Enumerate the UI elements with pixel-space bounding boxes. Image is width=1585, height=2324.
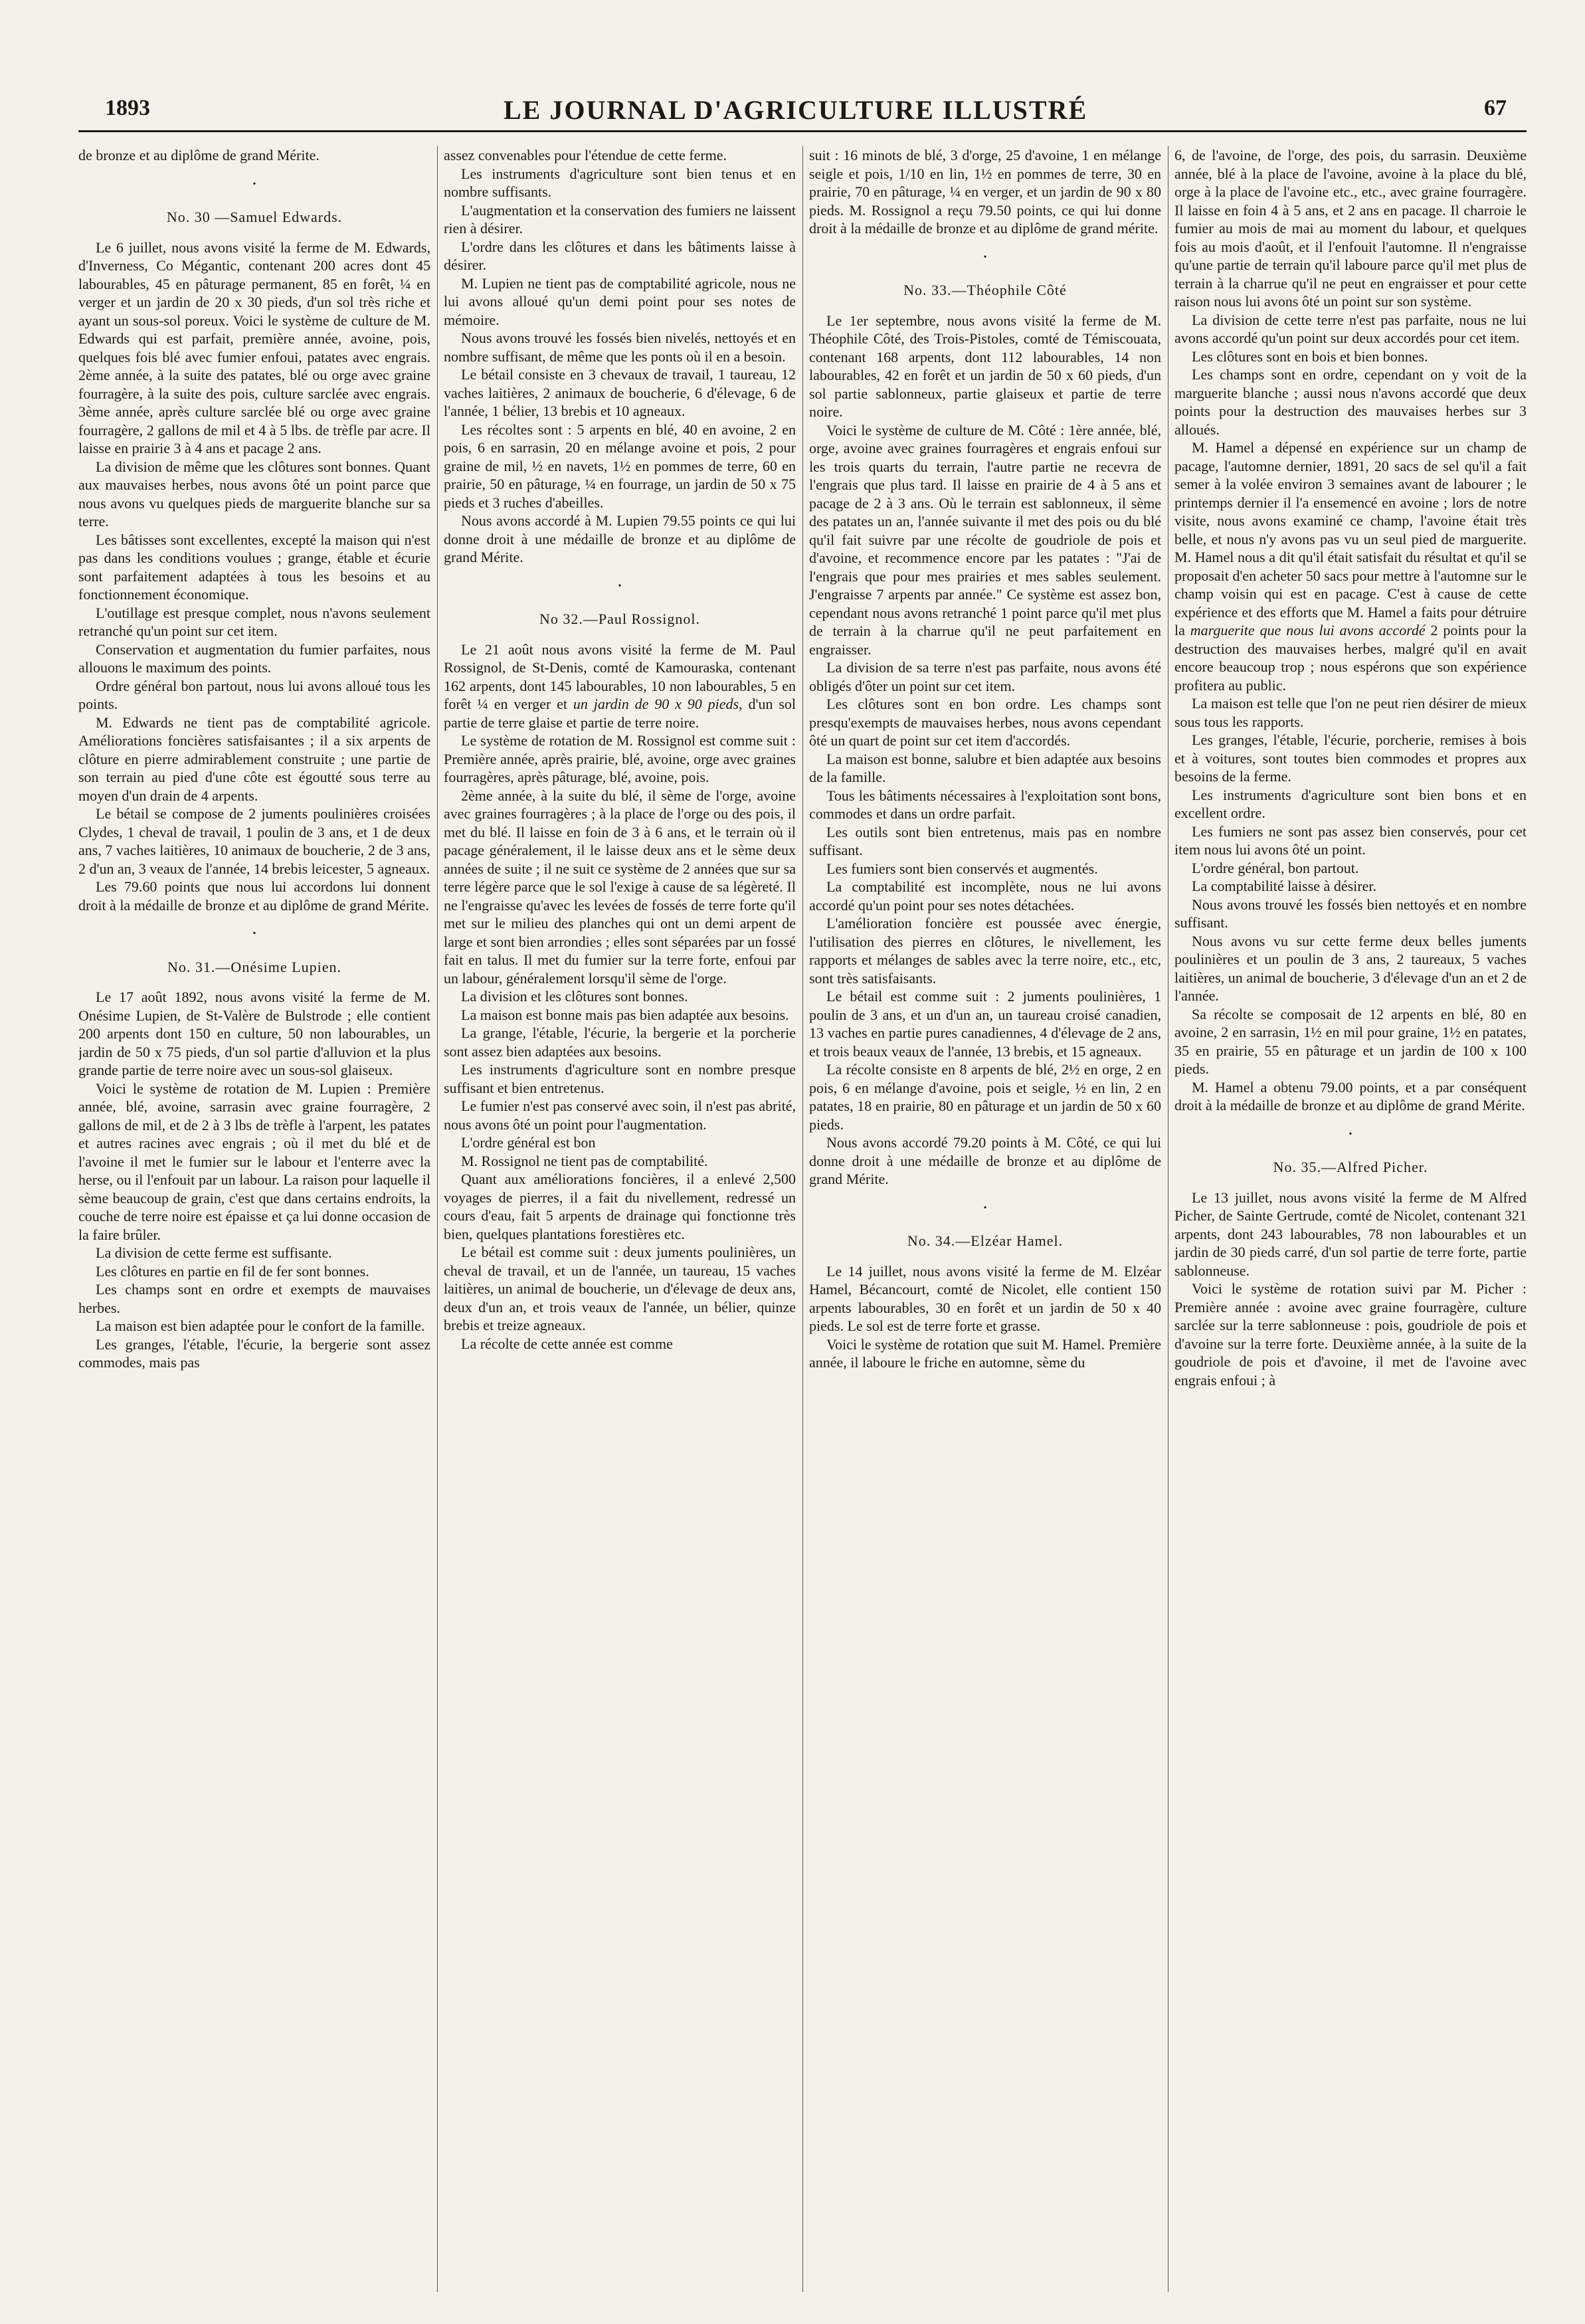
paragraph: Voici le système de rotation de M. Lupien : Première année, blé, avoine, sarrasin avec graine fourragère, 2 gallons de mil, et de 2 à 3 lbs de trèfle à l'arpent, les patates et autres racines avec engrais ; où il met du blé et de l'avoine il met le fumier sur le labour et l'enterre avec la herse, ou il l'enfouit par un labour. La raison pour laquelle il sème beaucoup de grain, c'est que dans certains endroits, la couche de terre noire est épaisse et ça lui donne occasion de la faire brûler.: [78, 1080, 430, 1243]
paragraph: La division de même que les clôtures sont bonnes. Quant aux mauvaises herbes, nous avons ôté un point parce que nous avons vu quelques pieds de marguerite blanche sur sa terre.: [78, 458, 430, 530]
paragraph: L'ordre général, bon partout.: [1192, 859, 1359, 876]
page-header: [78, 86, 1527, 133]
paragraph: La maison est bien adaptée pour le confort de la famille.: [96, 1317, 425, 1334]
paragraph: Les bâtisses sont excellentes, excepté la maison qui n'est pas dans les conditions voulues ; grange, étable et écurie sont parfaitement adaptées à tous les besoins et au fonctionnement économique.: [78, 531, 430, 603]
paragraph: 6, de l'avoine, de l'orge, des pois, du sarrasin. Deuxième année, blé à la place de l'avoine, avoine à la place du blé, orge à la place de l'avoine etc., etc., avec graine fourragère. Il laisse en foin 4 à 5 ans, et 2 ans en pacage. Il charroie le fumier au mois de mai au moment du labour, et quelques fois au mois d'août, et il l'enfouit l'automne. Il n'engraisse qu'une partie de terrain qu'il laboure parce qu'il met plus de terrain à la charrue qu'il ne peut en engraisser et pour cette raison nous lui avons ôté un point sur son système.: [1174, 147, 1527, 310]
paragraph: Le bétail est comme suit : deux juments poulinières, un cheval de travail, et un de l'année, un taureau, 15 vaches laitières, un animal de boucherie, un d'élevage de deux ans, deux d'un an, et trois veaux de l'année, un bélier, quinze brebis et treize agneaux.: [444, 1244, 796, 1333]
paragraph: La maison est telle que l'on ne peut rien désirer de mieux sous tous les rapports.: [1174, 695, 1527, 730]
paragraph: Les instruments d'agriculture sont bien bons et en excellent ordre.: [1174, 786, 1527, 821]
paragraph: La comptabilité est incomplète, nous ne lui avons accordé qu'un point pour ses notes détachées.: [809, 878, 1161, 914]
paragraph: Le bétail se compose de 2 juments poulinières croisées Clydes, 1 cheval de travail, 1 poulin de 3 ans, et 1 de deux ans, 7 vaches laitières, 10 animaux de boucherie, 2 de 3 ans, 2 d'un an, 3 veaux de l'année, 14 brebis leicester, 5 agneaux.: [78, 805, 430, 877]
paragraph: [1174, 438, 1527, 694]
paragraph: Les granges, l'étable, l'écurie, la bergerie sont assez commodes, mais pas: [78, 1335, 430, 1371]
paragraph: La division et les clôtures sont bonnes.: [461, 988, 688, 1005]
paragraph: Ordre général bon partout, nous lui avons alloué tous les points.: [78, 677, 430, 712]
section-heading: No. 34.—Elzéar Hamel.: [907, 1232, 1064, 1249]
paragraph: [444, 640, 796, 732]
column-1: [78, 146, 430, 2292]
column-4: [1174, 146, 1527, 2292]
page-number: 67: [1484, 96, 1507, 120]
paragraph: Le bétail consiste en 3 chevaux de travail, 1 taureau, 12 vaches laitières, 2 animaux de boucherie, 6 d'élevage, 6 de l'année, 1 bélier, 13 brebis et 10 agneaux.: [444, 366, 796, 419]
section-separator: •: [1349, 1129, 1352, 1139]
paragraph: Nous avons trouvé les fossés bien nivelés, nettoyés et en nombre suffisant, de même que les ponts où il en a besoin.: [444, 330, 796, 365]
section-heading: No. 30 —Samuel Edwards.: [166, 209, 343, 225]
paragraph-text: , d'un sol partie de terre glaise et partie de terre noire.: [444, 696, 796, 731]
paragraph: Le 6 juillet, nous avons visité la ferme de M. Edwards, d'Inverness, Co Mégantic, contenant 200 acres dont 45 labourables, 45 en pâturage permanent, 85 en forêt, ¼ en verger et un jardin de 20 x 30 pieds, d'un sol très riche et ayant un sous-sol poreux. Voici le système de culture de M. Edwards qui est parfait, première année, avoine, pois, quelques fois blé avec fumier enfoui, patates avec engrais. 2ème année, à la suite des patates, blé ou orge avec graine fourragère, à la suite des pois, culture sarclée avec engrais. 3ème année, après culture sarclée blé ou orge avec graine fourragère, 2 gallons de mil et 4 à 5 lbs. de trèfle par acre. Il laisse en prairie 3 à 4 ans et pacage 2 ans.: [78, 239, 430, 456]
paragraph: La récolte consiste en 8 arpents de blé, 2½ en orge, 2 en pois, 6 en mélange d'avoine, pois et seigle, ½ en lin, 2 en patates, 18 en prairie, 80 en pâturage et un jardin de 50 x 60 pieds.: [809, 1061, 1161, 1133]
paragraph: La division de cette terre n'est pas parfaite, nous ne lui avons accordé qu'un point sur deux accordés pour cet item.: [1174, 311, 1527, 346]
paragraph: Le 13 juillet, nous avons visité la ferme de M Alfred Picher, de Sainte Gertrude, comté de Nicolet, contenant 321 arpents, dont 243 labourables, 78 non labourables et un jardin de 30 pieds carré, d'un sol partie de terre forte, partie sablonneuse.: [1174, 1189, 1527, 1279]
paragraph: assez convenables pour l'étendue de cette ferme.: [444, 147, 727, 163]
paragraph: La maison est bonne, salubre et bien adaptée aux besoins de la famille.: [809, 750, 1161, 785]
paragraph: de bronze et au diplôme de grand Mérite.: [78, 147, 320, 163]
paragraph: Nous avons trouvé les fossés bien nettoyés et en nombre suffisant.: [1174, 896, 1527, 931]
paragraph: Les granges, l'étable, l'écurie, porcherie, remises à bois et à voitures, sont toutes bien commodes et propres aux besoins de la ferme.: [1174, 731, 1527, 785]
paragraph: La comptabilité laisse à désirer.: [1192, 878, 1376, 894]
paragraph: Nous avons vu sur cette ferme deux belles juments poulinières et un poulin de 3 ans, 2 taureaux, 5 vaches laitières, un animal de boucherie, 3 d'élevage d'un an et 2 de l'année.: [1174, 932, 1527, 1004]
italic-text: un jardin de 90 x 90 pieds: [573, 696, 739, 712]
paragraph: Le système de rotation de M. Rossignol est comme suit : Première année, après prairie, blé, avoine, orge avec graines fourragères, après pâturage, blé, avoine, pois.: [444, 732, 796, 785]
paragraph: Les récoltes sont : 5 arpents en blé, 40 en avoine, 2 en pois, 6 en sarrasin, 20 en mélange avoine et pois, 2 pour graine de mil, ½ en navets, 1½ en pommes de terre, 60 en prairie, 50 en pâturage, ¼ en fourrage, un jardin de 50 x 75 pieds et 3 ruches d'abeilles.: [444, 421, 796, 511]
paragraph: Quant aux améliorations foncières, il a enlevé 2,500 voyages de pierres, il a fait du nivellement, redressé un cours d'eau, fait 5 arpents de drainage qui fonctionne très bien, quelques plantations forestières etc.: [444, 1171, 796, 1242]
paragraph: La récolte de cette année est comme: [461, 1335, 673, 1352]
paragraph: 2ème année, à la suite du blé, il sème de l'orge, avoine avec graines fourragères ; à la place de l'orge ou des pois, il met du blé. Il laisse en foin de 3 à 6 ans, et le terrain où il pacage généralement, il le laisse deux ans et le sème deux années de suite ; il ne suit ce système de 2 années que sur sa terre légère parce que le sol l'exige à cause de sa légèreté. Il ne l'engraisse qu'avec les levées de fossés de terre forte qu'il met sur le milieu des planches qui ont un demi arpent de large et sont bien arrondies ; elles sont séparées par un fossé fait en talus. Il met du fumier sur la terre forte, enfoui par un labour, généralement lorsqu'il sème de l'orge.: [444, 787, 796, 987]
paragraph: Le 17 août 1892, nous avons visité la ferme de M. Onésime Lupien, de St-Valère de Bulstrode ; elle contient 200 arpents dont 150 en culture, 50 non labourables, un jardin de 50 x 75 pieds, d'un sol partie d'alluvion et la plus grande partie de terre noire avec un sous-sol glaiseux.: [78, 989, 430, 1078]
section-separator: •: [983, 1203, 987, 1213]
paragraph: Le fumier n'est pas conservé avec soin, il n'est pas abrité, nous avons ôté un point pour l'augmentation.: [444, 1098, 796, 1133]
paragraph: Voici le système de rotation suivi par M. Picher : Première année : avoine avec graine fourragère, culture sarclée sur la terre sablonneuse : pois, goudriole de pois et d'avoine sur la terre forte. Deuxième année, à la suite de la goudriole de pois et d'avoine, il met de l'avoine avec engrais enfoui ; à: [1174, 1280, 1527, 1389]
paragraph: Les champs sont en ordre, cependant on y voit de la marguerite blanche ; aussi nous n'avons accordé que deux points pour la destruction des mauvaises herbes sur 3 alloués.: [1174, 366, 1527, 438]
paragraph: Voici le système de rotation que suit M. Hamel. Première année, il laboure le friche en automne, sème du: [809, 1335, 1161, 1371]
paragraph: La maison est bonne mais pas bien adaptée aux besoins.: [461, 1006, 789, 1023]
paragraph: Nous avons accordé à M. Lupien 79.55 points ce qui lui donne droit à une médaille de bronze et au diplôme de grand Mérite.: [444, 512, 796, 565]
paragraph: Les instruments d'agriculture sont en nombre presque suffisant et bien entretenus.: [444, 1061, 796, 1096]
paragraph: M. Edwards ne tient pas de comptabilité agricole. Améliorations foncières satisfaisantes ; il a six arpents de clôture en pierre admirablement construite ; une partie de son terrain au pied d'une côte est égoutté sous terre au moyen d'un drain de 4 arpents.: [78, 714, 430, 804]
paragraph-text: 2 points pour la destruction des mauvaises herbes, malgré qu'il en avait encore beaucoup trop ; nous espérons que son expérience profitera au public.: [1174, 622, 1527, 694]
paragraph: Nous avons accordé 79.20 points à M. Côté, ce qui lui donne droit à une médaille de bronze et au diplôme de grand Mérite.: [809, 1134, 1161, 1187]
paragraph: Le 1er septembre, nous avons visité la ferme de M. Théophile Côté, des Trois-Pistoles, comté de Témiscouata, contenant 168 arpents, dont 112 labourables, 14 non labourables, 42 en forêt et un jardin de 50 x 60 pieds, d'un sol partie sablonneux, partie glaiseux et partie de terre noire.: [809, 312, 1161, 420]
italic-text: marguerite que nous lui avons accordé: [1190, 622, 1426, 638]
paragraph-text: M. Hamel a dépensé en expérience sur un champ de pacage, l'automne dernier, 1891, 20 sacs de sel qu'il a fait semer à la volée environ 3 semaines avant de labourer ; le printemps dernier il l'a ensemencé en avoine ; lors de notre visite, nous avons examiné ce champ, l'avoine était très belle, et nous n'y avons pas vu un seul pied de marguerite. M. Hamel nous a dit qu'il était satisfait du résultat et qu'il se proposait d'en acheter 50 sacs pour mettre à l'automne sur le champ voisin qui est en pacage. C'est à cause de cette expérience et des efforts que M. Hamel a faits pour détruire la: [1174, 439, 1527, 638]
paragraph: suit : 16 minots de blé, 3 d'orge, 25 d'avoine, 1 en mélange seigle et pois, 1/10 en lin, 1½ en pommes de terre, 30 en prairie, 70 en pâturage, ¼ en verger, et un jardin de 90 x 80 pieds. M. Rossignol a reçu 79.50 points, ce qui lui donne droit à la médaille de bronze et au diplôme de grand mérite.: [809, 147, 1161, 237]
paragraph: L'ordre général est bon: [461, 1134, 596, 1151]
column-2: [444, 146, 796, 2292]
newspaper-page: [78, 86, 1527, 2299]
paragraph: Le 14 juillet, nous avons visité la ferme de M. Elzéar Hamel, Bécancourt, comté de Nicolet, elle contient 150 arpents labourables, 30 en forêt et un jardin de 50 x 40 pieds. Le sol est de terre forte et grasse.: [809, 1262, 1161, 1334]
column-divider: [437, 146, 438, 2292]
paragraph-text: Le 21 août nous avons visité la ferme de M. Paul Rossignol, de St-Denis, comté de Kamouraska, contenant 162 arpents, dont 145 labourables, 10 non labourables, 5 en forêt ¼ en verger et: [444, 640, 796, 712]
paragraph: L'amélioration foncière est poussée avec énergie, l'utilisation des pierres en clôtures, le nivellement, les rapports et mélanges de sables avec la terre noire, etc., etc, sont très satisfaisants.: [809, 915, 1161, 987]
paragraph: La division de sa terre n'est pas parfaite, nous avons été obligés d'ôter un point sur cet item.: [809, 659, 1161, 694]
section-heading: No 32.—Paul Rossignol.: [539, 611, 701, 627]
paragraph: Les clôtures en partie en fil de fer sont bonnes.: [96, 1262, 369, 1280]
paragraph: Voici le système de culture de M. Côté : 1ère année, blé, orge, avoine avec graines fourragères et engrais enfoui sur les trois quarts du terrain, l'autre partie ne recevra de l'engrais que plus tard. Il laisse en prairie de 4 à 5 ans et pacage de 2 à 3 ans. Où le terrain est sablonneux, il sème des patates un an, l'année suivante il met des pois ou du blé qu'il fait suivre par une récolte de goudriole de pois et d'avoine, et recommence encore par les patates : "J'ai de l'engrais que pour mes prairies et mes sables seulement. J'engraisse 7 arpents par année." Ce système est assez bon, cependant nous avons retranché 1 point parce qu'il met plus de terrain à la charrue qu'il ne peut parfaitement en engraisser.: [809, 421, 1161, 658]
section-heading: No. 35.—Alfred Picher.: [1273, 1159, 1428, 1175]
section-heading: No. 31.—Onésime Lupien.: [167, 958, 341, 975]
section-separator: •: [618, 581, 622, 591]
paragraph: M. Hamel a obtenu 79.00 points, et a par conséquent droit à la médaille de bronze et au diplôme de grand Mérite.: [1174, 1078, 1527, 1114]
paragraph: Conservation et augmentation du fumier parfaites, nous allouons le maximum des points.: [78, 640, 430, 676]
paragraph: L'augmentation et la conservation des fumiers ne laissent rien à désirer.: [444, 201, 796, 237]
paragraph: Les fumiers ne sont pas assez bien conservés, pour cet item nous lui avons ôté un point.: [1174, 823, 1527, 858]
paragraph: Les 79.60 points que nous lui accordons lui donnent droit à la médaille de bronze et au diplôme de grand Mérite.: [78, 878, 430, 914]
paragraph: Les champs sont en ordre et exempts de mauvaises herbes.: [78, 1281, 430, 1316]
paragraph: M. Rossignol ne tient pas de comptabilité.: [461, 1152, 708, 1169]
section-separator: •: [983, 252, 987, 262]
paragraph: La grange, l'étable, l'écurie, la bergerie et la porcherie sont assez bien adaptées aux besoins.: [444, 1024, 796, 1060]
paragraph: L'outillage est presque complet, nous n'avons seulement retranché qu'un point sur cet item.: [78, 604, 430, 639]
paragraph: Les instruments d'agriculture sont bien tenus et en nombre suffisants.: [444, 165, 796, 200]
paragraph: Sa récolte se composait de 12 arpents en blé, 80 en avoine, 2 en sarrasin, 1½ en mil pour graine, 1½ en patates, 35 en prairie, 55 en pâturage et un jardin de 100 x 100 pieds.: [1174, 1005, 1527, 1077]
journal-title: LE JOURNAL D'AGRICULTURE ILLUSTRÉ: [504, 95, 1088, 125]
paragraph: Tous les bâtiments nécessaires à l'exploitation sont bons, commodes et dans un ordre parfait.: [809, 787, 1161, 822]
section-separator: •: [252, 929, 256, 939]
paragraph: Les clôtures sont en bois et bien bonnes.: [1192, 347, 1428, 365]
column-divider: [802, 146, 803, 2292]
paragraph: M. Lupien ne tient pas de comptabilité agricole, nous ne lui avons alloué qu'un demi point pour ses notes de mémoire.: [444, 274, 796, 328]
header-rule: [78, 130, 1527, 132]
paragraph: La division de cette ferme est suffisante.: [96, 1244, 332, 1261]
paragraph: L'ordre dans les clôtures et dans les bâtiments laisse à désirer.: [444, 238, 796, 273]
section-heading: No. 33.—Théophile Côté: [903, 282, 1067, 298]
column-3: [809, 146, 1161, 2292]
paragraph: Les clôtures sont en bon ordre. Les champs sont presqu'exempts de mauvaises herbes, nous avons cependant ôté un quart de point sur cet item d'accordés.: [809, 696, 1161, 749]
paragraph: Les outils sont bien entretenus, mais pas en nombre suffisant.: [809, 823, 1161, 858]
paragraph: Le bétail est comme suit : 2 juments poulinières, 1 poulin de 3 ans, et un d'un an, un taureau croisé canadien, 13 vaches en partie pures canadiennes, 4 d'élevage de 2 ans, et trois beaux veaux de l'année, 13 brebis, et 15 agneaux.: [809, 988, 1161, 1060]
section-separator: •: [252, 179, 256, 189]
article-columns: [78, 146, 1527, 2292]
header-year: 1893: [105, 96, 150, 120]
paragraph: Les fumiers sont bien conservés et augmentés.: [826, 860, 1098, 877]
